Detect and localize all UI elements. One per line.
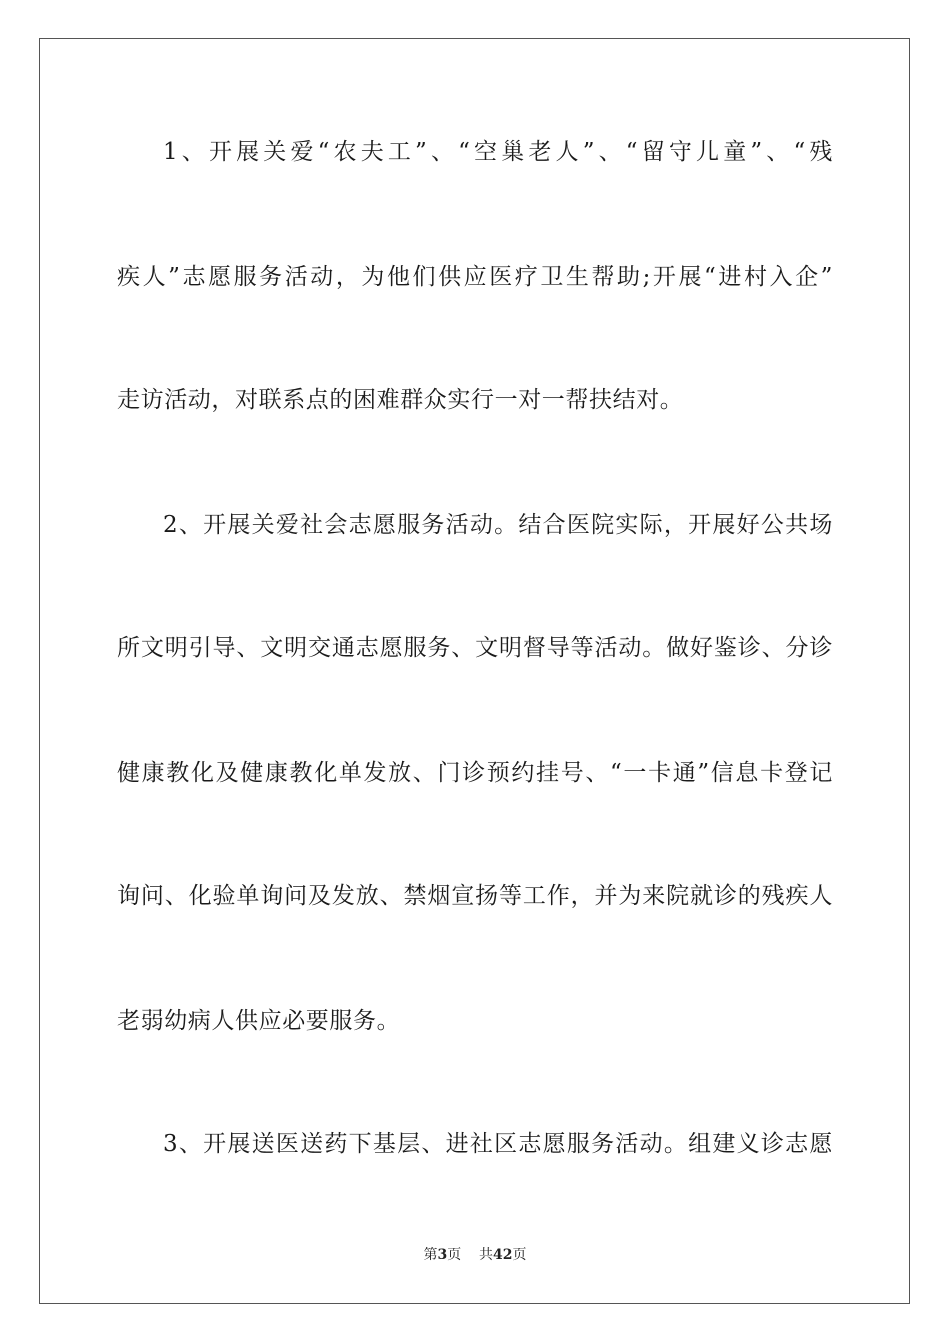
paragraph-3-line-1: 3、开展送医送药下基层、进社区志愿服务活动。组建义诊志愿 <box>163 1131 833 1157</box>
paragraph-2-line-5: 老弱幼病人供应必要服务。 <box>117 1008 401 1034</box>
footer-total-suffix: 页 <box>512 1247 527 1263</box>
footer-page-suffix: 页 <box>447 1247 462 1263</box>
page-footer <box>0 1245 950 1265</box>
page-frame <box>39 38 910 1304</box>
footer-page-number: 3 <box>437 1247 448 1263</box>
footer-page-prefix: 第 <box>423 1247 438 1263</box>
paragraph-2-line-2: 所文明引导、文明交通志愿服务、文明督导等活动。做好鉴诊、分诊 <box>117 635 833 661</box>
paragraph-1-line-1: 1、开展关爱“农夫工”、“空巢老人”、“留守儿童”、“残 <box>163 139 833 165</box>
footer-total-prefix: 共 <box>479 1247 494 1263</box>
paragraph-2-line-1: 2、开展关爱社会志愿服务活动。结合医院实际，开展好公共场 <box>163 512 833 538</box>
paragraph-1-line-2: 疾人”志愿服务活动，为他们供应医疗卫生帮助;开展“进村入企” <box>117 264 833 290</box>
paragraph-1-line-3: 走访活动，对联系点的困难群众实行一对一帮扶结对。 <box>117 387 684 413</box>
paragraph-2-line-3: 健康教化及健康教化单发放、门诊预约挂号、“一卡通”信息卡登记 <box>117 760 833 786</box>
footer-total-pages: 42 <box>493 1247 513 1263</box>
paragraph-2-line-4: 询问、化验单询问及发放、禁烟宣扬等工作，并为来院就诊的残疾人 <box>117 883 833 909</box>
